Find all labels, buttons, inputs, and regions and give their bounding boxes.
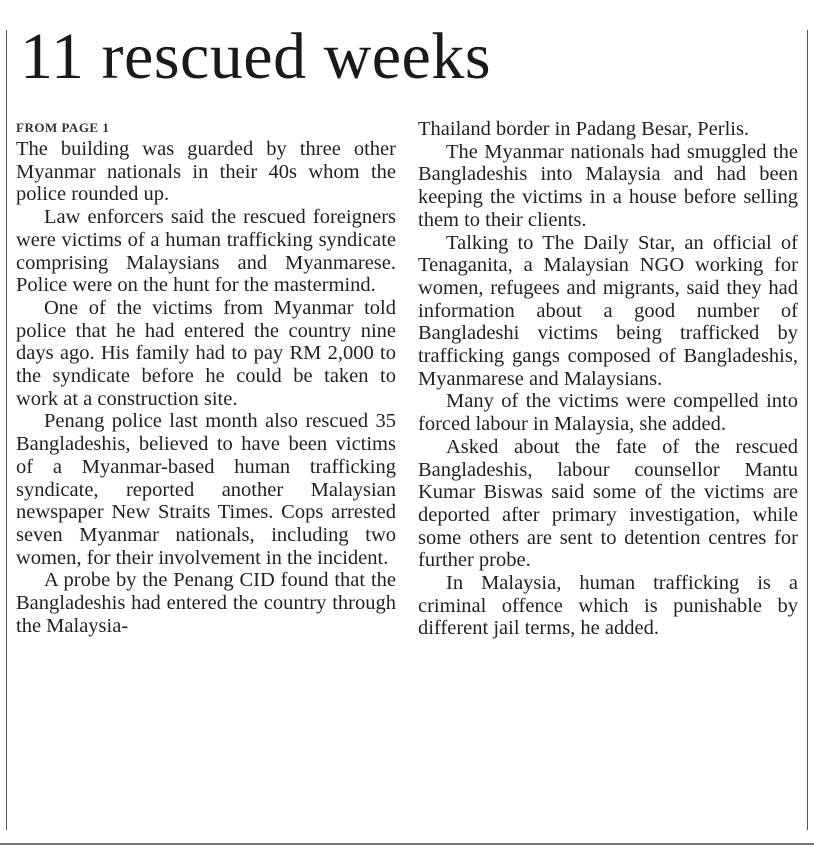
paragraph: Penang police last month also rescued 35 Bangladeshis, believed to have been victims of a Myanmar-based human trafficking syndicate, reported another Malaysian newspaper New Straits Times. Cops arrested seven Myanmar nationals, including two women, for their involvement in the incident. [16,410,396,569]
paragraph: A probe by the Penang CID found that the Bangladeshis had entered the country through the Malaysia- [16,569,396,637]
paragraph: One of the victims from Myanmar told police that he had entered the country nine days ago. His family had to pay RM 2,000 to the syndicate before he could be taken to work at a construction site. [16,296,396,410]
paragraph: Law enforcers said the rescued foreigners were victims of a human trafficking syndicate comprising Malaysians and Myanmarese. Police were on the hunt for the mastermind. [16,206,396,297]
paragraph: Thailand border in Padang Besar, Perlis. [418,118,750,140]
from-page-kicker: FROM PAGE 1 [16,120,110,135]
right-border-rule [807,30,808,830]
paragraph: The Myanmar nationals had smuggled the Bangladeshis into Malaysia and had been keeping the victims in a house before selling them to their clients. [418,140,798,231]
paragraph: Many of the victims were compelled into forced labour in Malaysia, she added. [418,390,798,436]
paragraph: The building was guarded by three other Myanmar nationals in their 40s whom the police rounded up. [16,138,396,206]
paragraph: In Malaysia, human trafficking is a criminal offence which is punishable by different jail terms, he added. [418,572,798,640]
paragraph: Asked about the fate of the rescued Bangladeshis, labour counsellor Mantu Kumar Biswas said some of the victims are deported after primary investigation, while some others are sent to detention centres for further probe. [418,435,798,572]
article-column-left [16,118,396,637]
left-border-rule [6,30,7,830]
bottom-border-rule [0,843,814,845]
article-column-right [418,118,798,640]
paragraph: Talking to The Daily Star, an official of Tenaganita, a Malaysian NGO working for women, refugees and migrants, said they had information about a good number of Bangladeshi victims being trafficked by trafficking gangs composed of Bangladeshis, Myanmarese and Malaysians. [418,231,798,390]
headline: 11 rescued weeks [20,20,492,93]
